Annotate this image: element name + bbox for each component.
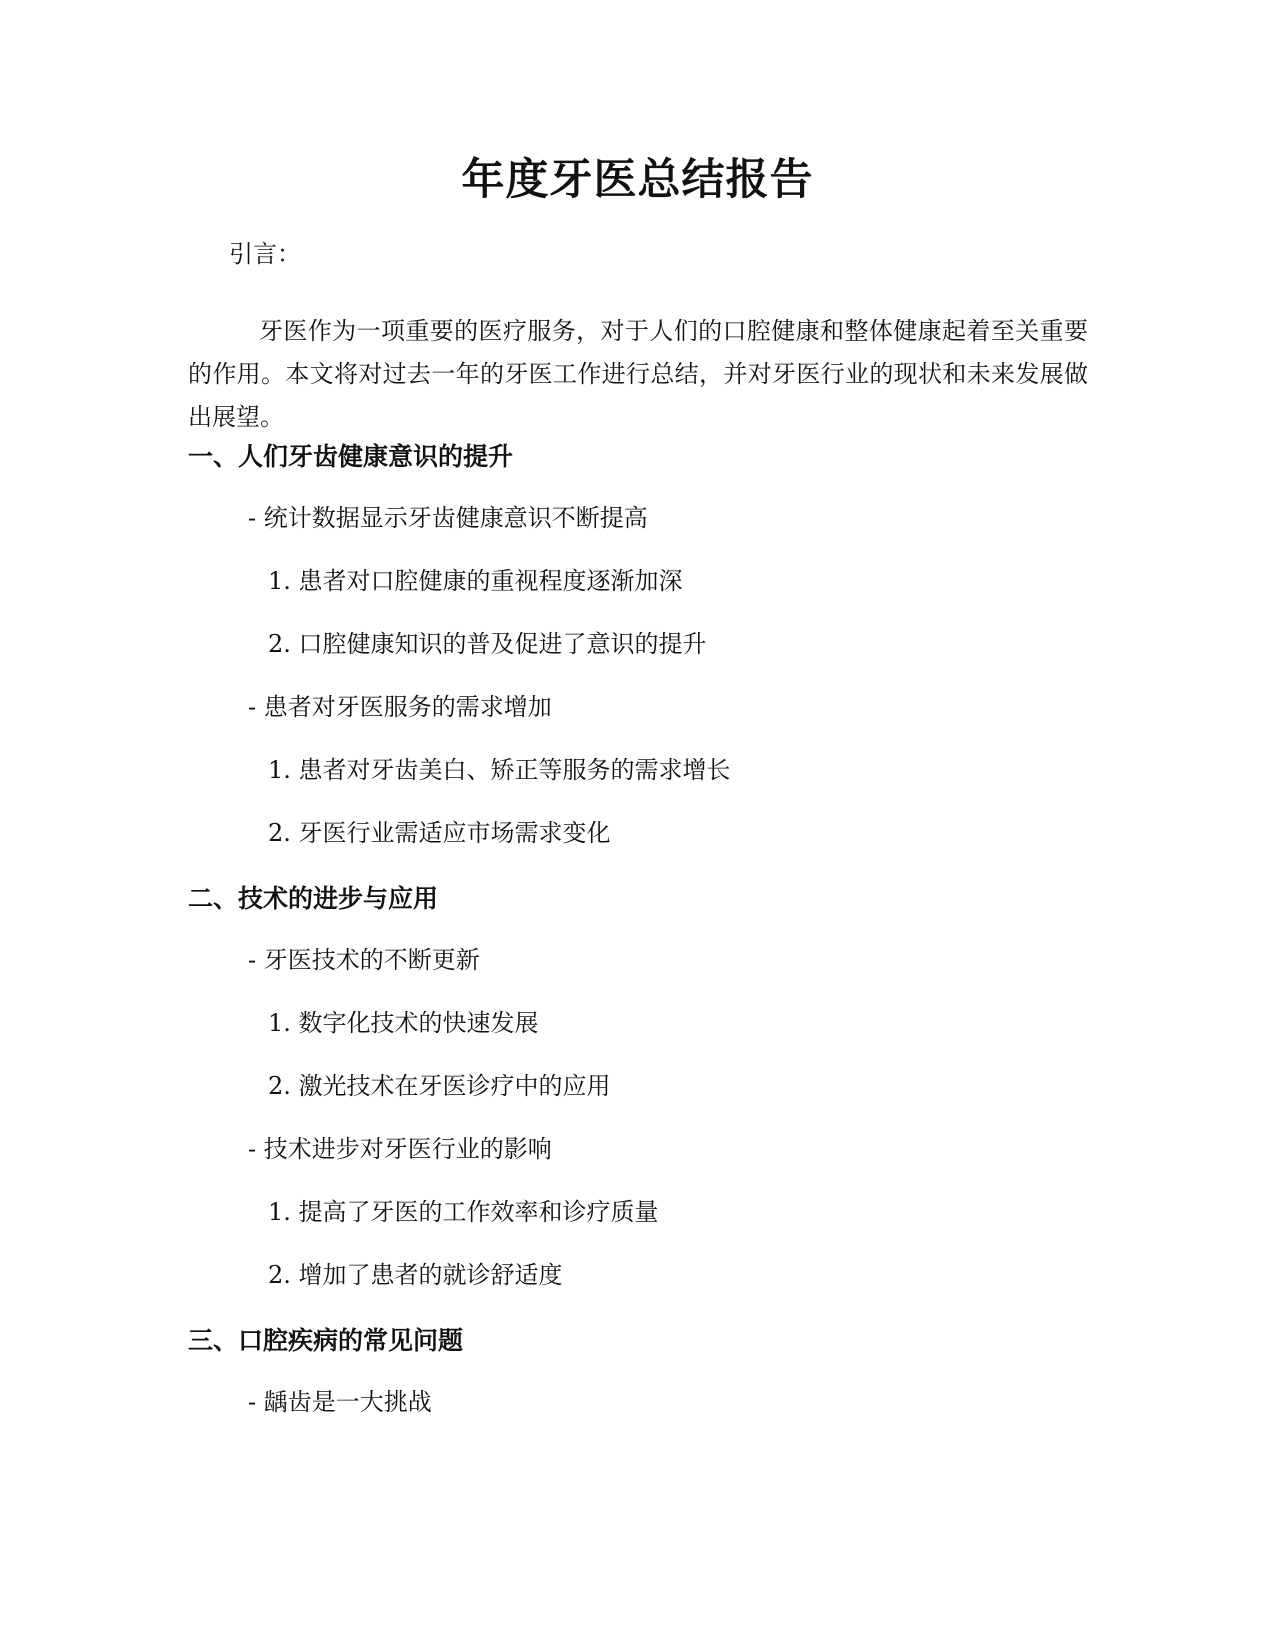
section-heading-1: 一、人们牙齿健康意识的提升 <box>188 442 514 471</box>
section-3-bullet-1: - 龋齿是一大挑战 <box>248 1388 432 1416</box>
section-2-bullet-2: - 技术进步对牙医行业的影响 <box>248 1135 552 1163</box>
section-1-item-2-1: 1. 患者对牙齿美白、矫正等服务的需求增长 <box>268 756 731 784</box>
intro-paragraph: 牙医作为一项重要的医疗服务，对于人们的口腔健康和整体健康起着至关重要的作用。本文将对过去一年的牙医工作进行总结，并对牙医行业的现状和未来发展做出展望。 <box>188 317 1088 431</box>
section-1-item-1-1: 1. 患者对口腔健康的重视程度逐渐加深 <box>268 567 683 595</box>
section-2-item-1-2: 2. 激光技术在牙医诊疗中的应用 <box>268 1072 611 1100</box>
section-1-bullet-2: - 患者对牙医服务的需求增加 <box>248 693 552 721</box>
section-2-item-1-1: 1. 数字化技术的快速发展 <box>268 1009 539 1037</box>
intro-label: 引言： <box>229 240 301 268</box>
section-2-item-2-2: 2. 增加了患者的就诊舒适度 <box>268 1261 563 1289</box>
section-1-item-1-2: 2. 口腔健康知识的普及促进了意识的提升 <box>268 630 707 658</box>
section-1-bullet-1: - 统计数据显示牙齿健康意识不断提高 <box>248 504 648 532</box>
section-heading-3: 三、口腔疾病的常见问题 <box>188 1326 464 1355</box>
section-1-item-2-2: 2. 牙医行业需适应市场需求变化 <box>268 819 611 847</box>
document-title: 年度牙医总结报告 <box>461 155 814 205</box>
section-2-item-2-1: 1. 提高了牙医的工作效率和诊疗质量 <box>268 1198 659 1226</box>
section-2-bullet-1: - 牙医技术的不断更新 <box>248 946 480 974</box>
section-heading-2: 二、技术的进步与应用 <box>188 884 439 913</box>
